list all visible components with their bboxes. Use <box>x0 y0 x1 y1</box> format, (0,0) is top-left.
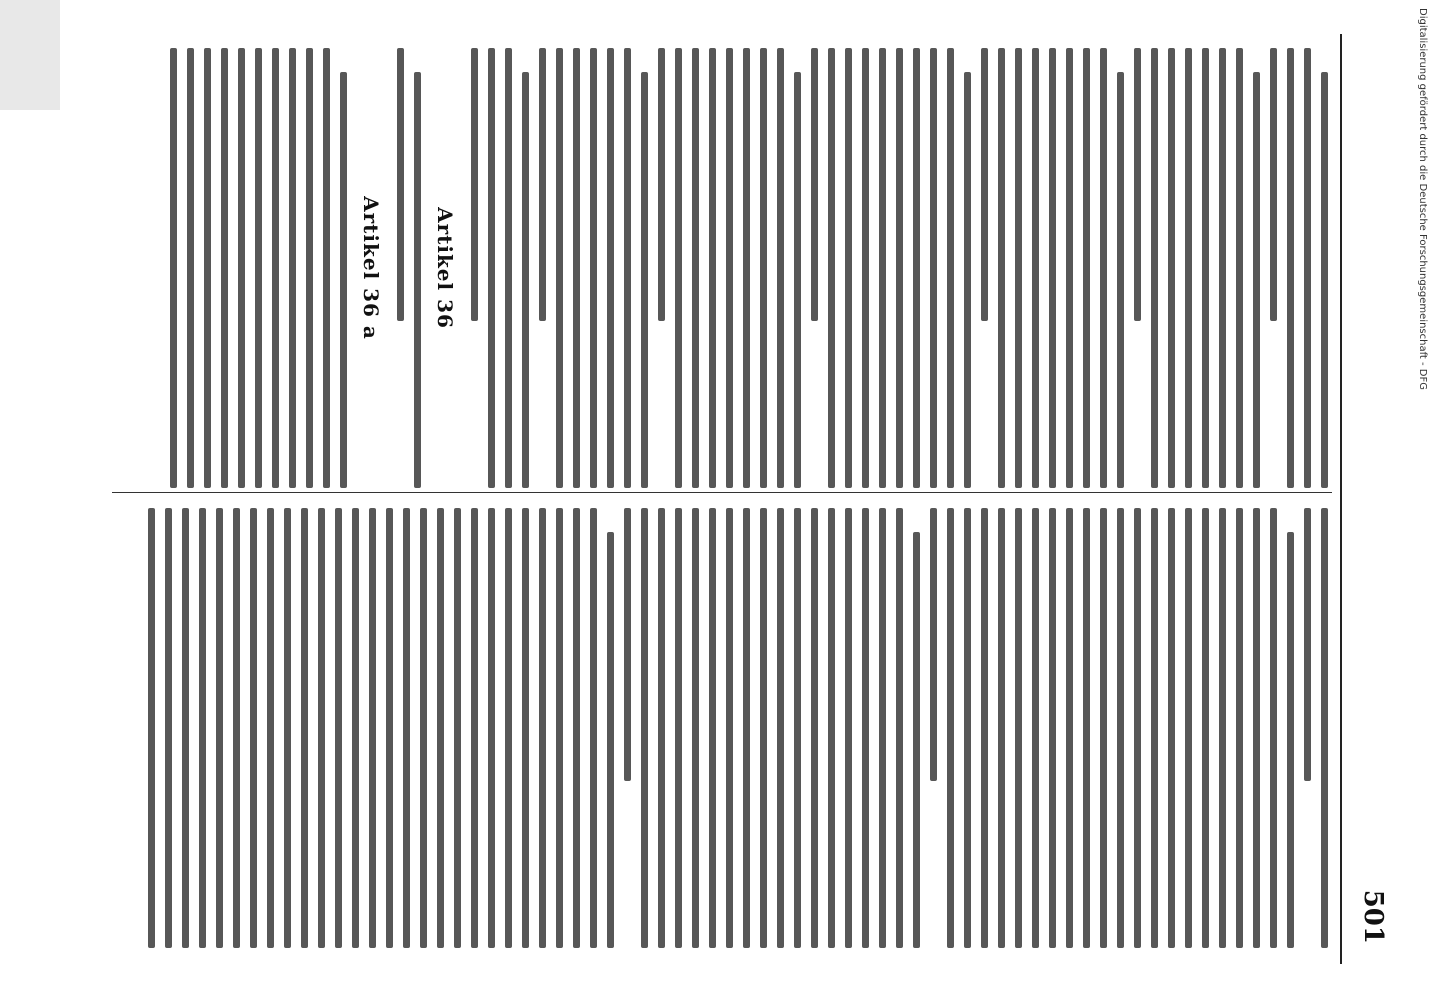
text-line <box>1304 48 1311 488</box>
text-line <box>1066 508 1073 948</box>
text-line <box>811 508 818 948</box>
text-line <box>1151 508 1158 948</box>
section-heading: Artikel 36 <box>433 207 457 329</box>
text-line <box>930 48 937 488</box>
text-line <box>590 508 597 948</box>
text-line <box>1083 48 1090 488</box>
text-line <box>1100 48 1107 488</box>
text-line <box>1134 48 1141 321</box>
text-line <box>658 48 665 321</box>
text-line <box>522 72 529 488</box>
text-line <box>1270 48 1277 321</box>
text-line <box>658 508 665 948</box>
text-line <box>204 48 211 488</box>
text-line <box>862 508 869 948</box>
text-line <box>488 508 495 948</box>
text-line <box>947 48 954 488</box>
text-line <box>811 48 818 321</box>
text-line <box>148 508 155 948</box>
text-line <box>573 48 580 488</box>
text-line <box>238 48 245 488</box>
text-line <box>522 508 529 948</box>
text-line <box>1253 72 1260 488</box>
text-line <box>743 508 750 948</box>
text-line <box>675 48 682 488</box>
text-line <box>420 508 427 948</box>
text-line <box>1032 48 1039 488</box>
credit-text: Digitalisierung gefördert durch die Deutsche Forschungsgemeinschaft - DFG <box>1417 8 1428 391</box>
text-line <box>743 48 750 488</box>
text-line <box>1236 48 1243 488</box>
text-line <box>471 508 478 948</box>
text-line <box>1083 508 1090 948</box>
section-heading: Artikel 36 a <box>359 196 383 340</box>
text-line <box>692 508 699 948</box>
text-line <box>539 508 546 948</box>
text-line <box>1066 48 1073 488</box>
text-line <box>216 508 223 948</box>
scan-border <box>0 0 60 110</box>
text-line <box>318 508 325 948</box>
text-line <box>182 508 189 948</box>
text-line <box>187 48 194 488</box>
text-line <box>641 508 648 948</box>
text-line <box>726 508 733 948</box>
text-line <box>199 508 206 948</box>
text-line <box>1219 508 1226 948</box>
text-line <box>879 48 886 488</box>
text-line <box>1185 508 1192 948</box>
text-line <box>709 508 716 948</box>
text-column-left <box>118 48 1328 488</box>
column-divider <box>112 492 1332 493</box>
text-line <box>1049 508 1056 948</box>
text-line <box>1270 508 1277 948</box>
text-line <box>964 72 971 488</box>
text-line <box>692 48 699 488</box>
text-line <box>1100 508 1107 948</box>
text-line <box>1168 508 1175 948</box>
text-line <box>1185 48 1192 488</box>
text-line <box>624 508 631 781</box>
text-line <box>1015 508 1022 948</box>
text-line <box>250 508 257 948</box>
text-line <box>675 508 682 948</box>
text-line <box>272 48 279 488</box>
text-line <box>828 48 835 488</box>
text-line <box>862 48 869 488</box>
text-line <box>1321 508 1328 948</box>
text-line <box>255 48 262 488</box>
text-line <box>539 48 546 321</box>
text-line <box>794 72 801 488</box>
text-line <box>641 72 648 488</box>
text-line <box>947 508 954 948</box>
text-line <box>556 508 563 948</box>
text-line <box>414 72 421 488</box>
text-line <box>1049 48 1056 488</box>
text-line <box>1032 508 1039 948</box>
digitization-credit <box>1414 8 1428 992</box>
text-line <box>1202 508 1209 948</box>
text-line <box>488 48 495 488</box>
text-line <box>340 72 347 488</box>
text-line <box>1287 48 1294 488</box>
text-line <box>454 508 461 948</box>
text-line <box>896 508 903 948</box>
text-line <box>879 508 886 948</box>
text-line <box>1236 508 1243 948</box>
text-line <box>828 508 835 948</box>
text-line <box>289 48 296 488</box>
text-line <box>1168 48 1175 488</box>
text-line <box>369 508 376 948</box>
text-line <box>1117 72 1124 488</box>
text-line <box>981 508 988 948</box>
text-line <box>607 48 614 488</box>
text-line <box>471 48 478 321</box>
text-line <box>845 508 852 948</box>
text-line <box>1304 508 1311 781</box>
text-line <box>607 532 614 948</box>
text-line <box>709 48 716 488</box>
text-line <box>505 48 512 488</box>
text-line <box>335 508 342 948</box>
text-line <box>760 508 767 948</box>
text-line <box>1253 508 1260 948</box>
text-line <box>1287 532 1294 948</box>
text-line <box>301 508 308 948</box>
text-line <box>267 508 274 948</box>
text-line <box>1151 48 1158 488</box>
text-line <box>386 508 393 948</box>
text-line <box>556 48 563 488</box>
text-line <box>624 48 631 488</box>
text-line <box>964 508 971 948</box>
text-line <box>221 48 228 488</box>
text-line <box>505 508 512 948</box>
text-line <box>437 508 444 948</box>
text-line <box>845 48 852 488</box>
text-line <box>777 508 784 948</box>
text-line <box>403 508 410 948</box>
text-line <box>981 48 988 321</box>
text-column-right <box>118 508 1328 948</box>
text-line <box>930 508 937 781</box>
text-line <box>1202 48 1209 488</box>
text-line <box>760 48 767 488</box>
text-line <box>1219 48 1226 488</box>
text-line <box>284 508 291 948</box>
text-line <box>573 508 580 948</box>
text-line <box>1015 48 1022 488</box>
text-line <box>352 508 359 948</box>
text-line <box>998 508 1005 948</box>
document-page <box>102 34 1402 964</box>
text-line <box>896 48 903 488</box>
text-line <box>306 48 313 488</box>
text-line <box>165 508 172 948</box>
text-line <box>170 48 177 488</box>
text-line <box>1117 508 1124 948</box>
text-line <box>323 48 330 488</box>
page-number: 501 <box>1358 889 1388 944</box>
text-line <box>794 508 801 948</box>
running-header <box>1340 34 1402 964</box>
text-line <box>726 48 733 488</box>
text-line <box>913 48 920 488</box>
text-line <box>1134 508 1141 948</box>
text-line <box>998 48 1005 488</box>
text-line <box>777 48 784 488</box>
text-line <box>397 48 404 321</box>
text-line <box>233 508 240 948</box>
text-line <box>590 48 597 488</box>
text-line <box>1321 72 1328 488</box>
text-line <box>913 532 920 948</box>
